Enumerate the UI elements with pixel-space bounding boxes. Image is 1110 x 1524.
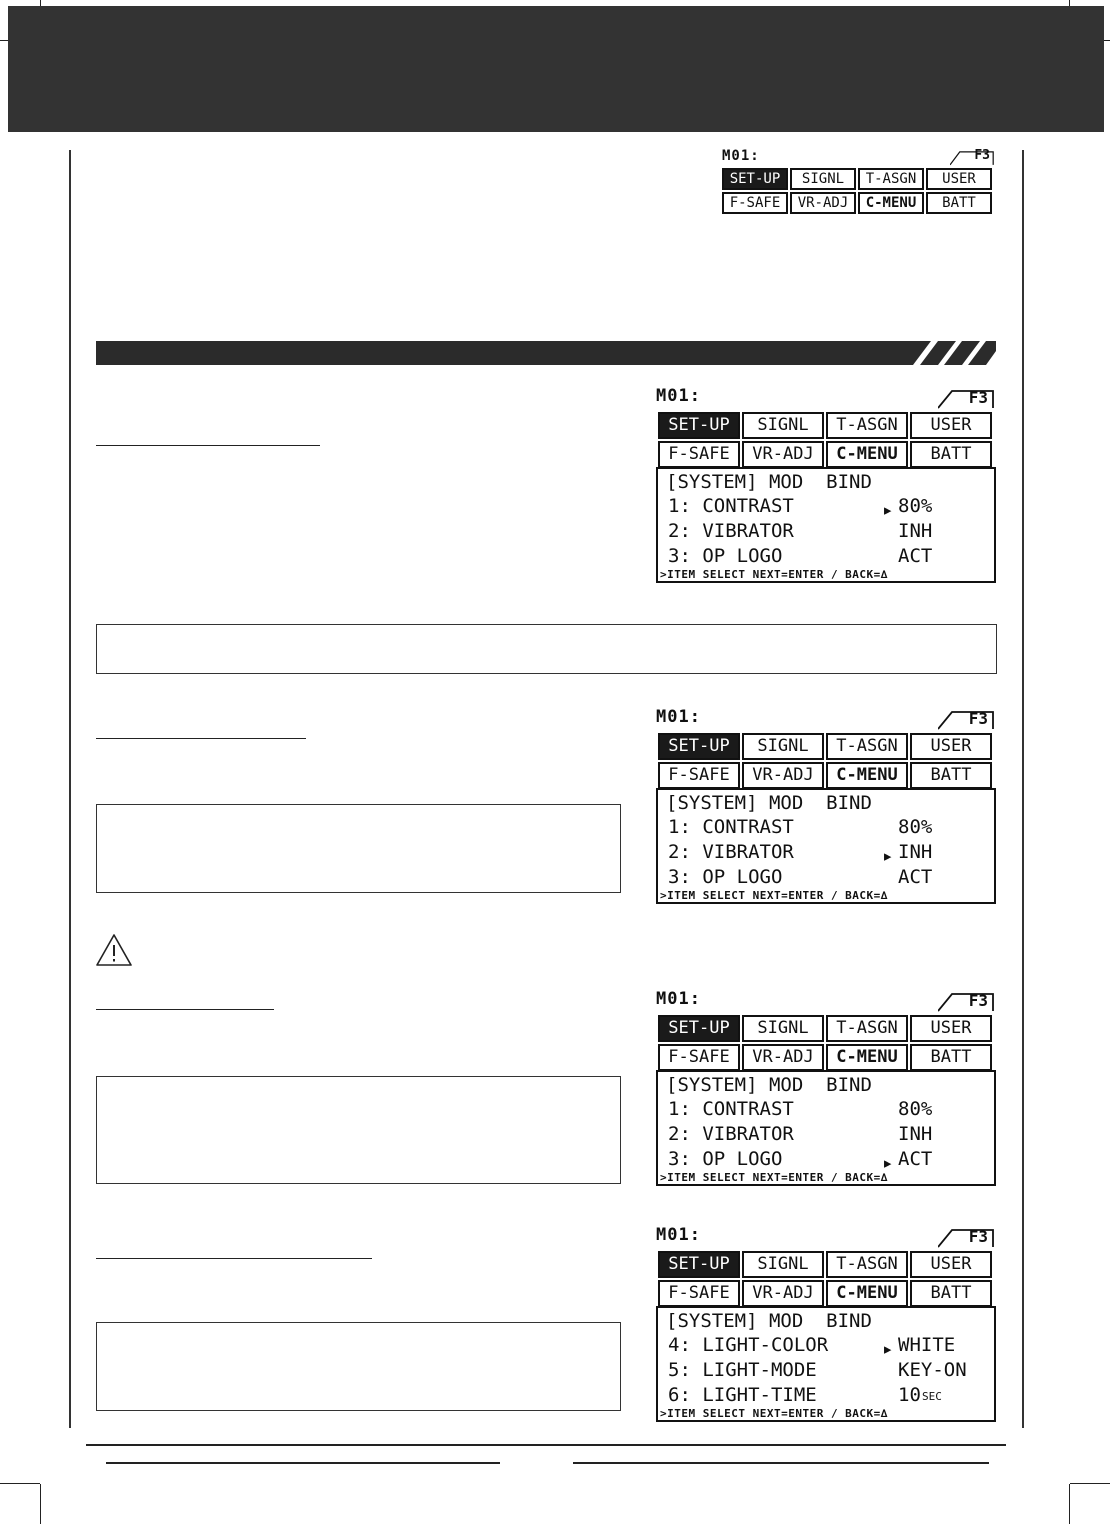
setting-row-value[interactable]: 80%: [898, 816, 933, 838]
menu-batt[interactable]: BATT: [926, 192, 992, 214]
menu-vr-adj[interactable]: VR-ADJ: [790, 192, 856, 214]
system-panel: [656, 1306, 996, 1422]
subheading-underline: [96, 445, 320, 446]
footer-rule-right: [573, 1462, 989, 1464]
menu-signl[interactable]: SIGNL: [742, 1251, 824, 1278]
setting-row-label[interactable]: 4: LIGHT-COLOR: [668, 1334, 829, 1356]
note-box: [96, 1322, 621, 1411]
menu-batt[interactable]: BATT: [910, 1044, 992, 1071]
menu-signl[interactable]: SIGNL: [790, 168, 856, 190]
f3-label: F3: [968, 991, 988, 1010]
f3-label: F3: [968, 388, 988, 407]
key-hint: >ITEM SELECT NEXT=ENTER / BACK=∆: [660, 889, 888, 902]
menu-t-asgn[interactable]: T-ASGN: [826, 733, 908, 760]
header-band: [8, 6, 1104, 132]
setting-row-unit: SEC: [922, 1390, 942, 1403]
setting-row-label[interactable]: 3: OP LOGO: [668, 1148, 783, 1170]
menu-user[interactable]: USER: [910, 733, 992, 760]
menu-c-menu[interactable]: C-MENU: [858, 192, 924, 214]
menu-setup[interactable]: SET-UP: [658, 733, 740, 760]
menu-vr-adj[interactable]: VR-ADJ: [742, 1044, 824, 1071]
menu-t-asgn[interactable]: T-ASGN: [826, 412, 908, 439]
subheading-underline: [96, 1009, 274, 1010]
key-hint: >ITEM SELECT NEXT=ENTER / BACK=∆: [660, 1407, 888, 1420]
menu-f-safe[interactable]: F-SAFE: [658, 1044, 740, 1071]
subheading-underline: [96, 738, 306, 739]
menu-signl[interactable]: SIGNL: [742, 1015, 824, 1042]
menu-f-safe[interactable]: F-SAFE: [658, 1280, 740, 1307]
setting-row-value[interactable]: 80%: [898, 1098, 933, 1120]
menu-c-menu[interactable]: C-MENU: [826, 1044, 908, 1071]
note-box: [96, 804, 621, 893]
menu-c-menu[interactable]: C-MENU: [826, 762, 908, 789]
left-margin-line: [69, 150, 71, 1428]
cursor-arrow-icon: ▸: [882, 1338, 894, 1360]
setting-row-label[interactable]: 1: CONTRAST: [668, 495, 794, 517]
menu-c-menu[interactable]: C-MENU: [826, 1280, 908, 1307]
crop-mark: [1070, 1483, 1110, 1484]
footer-rule: [86, 1444, 1006, 1446]
cursor-arrow-icon: ▸: [882, 1152, 894, 1174]
menu-c-menu[interactable]: C-MENU: [826, 441, 908, 468]
menu-user[interactable]: USER: [910, 1015, 992, 1042]
menu-user[interactable]: USER: [910, 412, 992, 439]
cursor-arrow-icon: ▸: [882, 499, 894, 521]
menu-vr-adj[interactable]: VR-ADJ: [742, 762, 824, 789]
menu-signl[interactable]: SIGNL: [742, 733, 824, 760]
right-margin-line: [1022, 150, 1024, 1428]
setting-row-value[interactable]: INH: [898, 520, 933, 542]
model-label: M01:: [656, 386, 701, 406]
setting-row-label[interactable]: 2: VIBRATOR: [668, 1123, 794, 1145]
section-header-bar: [96, 341, 996, 365]
setting-row-value[interactable]: WHITE: [898, 1334, 956, 1356]
menu-setup[interactable]: SET-UP: [658, 412, 740, 439]
setting-row-value[interactable]: ACT: [898, 866, 933, 888]
panel-header: [SYSTEM] MOD BIND: [666, 1074, 872, 1096]
warning-triangle-icon: [95, 933, 133, 967]
menu-user[interactable]: USER: [926, 168, 992, 190]
subheading-underline: [96, 1258, 372, 1259]
menu-vr-adj[interactable]: VR-ADJ: [742, 441, 824, 468]
setting-row-label[interactable]: 1: CONTRAST: [668, 1098, 794, 1120]
panel-header: [SYSTEM] MOD BIND: [666, 792, 872, 814]
setting-row-value[interactable]: 80%: [898, 495, 933, 517]
panel-header: [SYSTEM] MOD BIND: [666, 1310, 872, 1332]
setting-row-value[interactable]: ACT: [898, 1148, 933, 1170]
f3-label: F3: [968, 1227, 988, 1246]
footer-rule-left: [106, 1462, 500, 1464]
setting-row-label[interactable]: 1: CONTRAST: [668, 816, 794, 838]
model-label: M01:: [656, 707, 701, 727]
menu-t-asgn[interactable]: T-ASGN: [826, 1251, 908, 1278]
menu-batt[interactable]: BATT: [910, 762, 992, 789]
menu-setup[interactable]: SET-UP: [658, 1015, 740, 1042]
system-panel: [656, 788, 996, 904]
model-label: M01:: [656, 1225, 701, 1245]
f3-label: F3: [968, 709, 988, 728]
setting-row-label[interactable]: 3: OP LOGO: [668, 866, 783, 888]
panel-header: [SYSTEM] MOD BIND: [666, 471, 872, 493]
setting-row-value[interactable]: KEY-ON: [898, 1359, 967, 1381]
menu-vr-adj[interactable]: VR-ADJ: [742, 1280, 824, 1307]
menu-t-asgn[interactable]: T-ASGN: [858, 168, 924, 190]
menu-f-safe[interactable]: F-SAFE: [722, 192, 788, 214]
crop-mark: [40, 1484, 41, 1524]
setting-row-value[interactable]: ACT: [898, 545, 933, 567]
menu-signl[interactable]: SIGNL: [742, 412, 824, 439]
setting-row-value[interactable]: INH: [898, 1123, 933, 1145]
note-box: [96, 1076, 621, 1184]
f3-label: F3: [974, 148, 990, 163]
model-label: M01:: [656, 989, 701, 1009]
crop-mark: [1069, 1484, 1070, 1524]
menu-setup[interactable]: SET-UP: [658, 1251, 740, 1278]
system-panel: [656, 1070, 996, 1186]
note-box: [96, 624, 997, 674]
setting-row-label[interactable]: 2: VIBRATOR: [668, 520, 794, 542]
setting-row-value[interactable]: INH: [898, 841, 933, 863]
setting-row-label[interactable]: 5: LIGHT-MODE: [668, 1359, 817, 1381]
model-label: M01:: [722, 148, 760, 164]
crop-mark: [0, 1483, 40, 1484]
menu-f-safe[interactable]: F-SAFE: [658, 441, 740, 468]
setting-row-label[interactable]: 3: OP LOGO: [668, 545, 783, 567]
key-hint: >ITEM SELECT NEXT=ENTER / BACK=∆: [660, 1171, 888, 1184]
menu-t-asgn[interactable]: T-ASGN: [826, 1015, 908, 1042]
setting-row-value[interactable]: 10: [898, 1384, 921, 1406]
menu-batt[interactable]: BATT: [910, 1280, 992, 1307]
menu-setup[interactable]: SET-UP: [722, 168, 788, 190]
key-hint: >ITEM SELECT NEXT=ENTER / BACK=∆: [660, 568, 888, 581]
cursor-arrow-icon: ▸: [882, 845, 894, 867]
setting-row-label[interactable]: 6: LIGHT-TIME: [668, 1384, 817, 1406]
menu-user[interactable]: USER: [910, 1251, 992, 1278]
system-panel: [656, 467, 996, 583]
setting-row-label[interactable]: 2: VIBRATOR: [668, 841, 794, 863]
menu-f-safe[interactable]: F-SAFE: [658, 762, 740, 789]
menu-batt[interactable]: BATT: [910, 441, 992, 468]
